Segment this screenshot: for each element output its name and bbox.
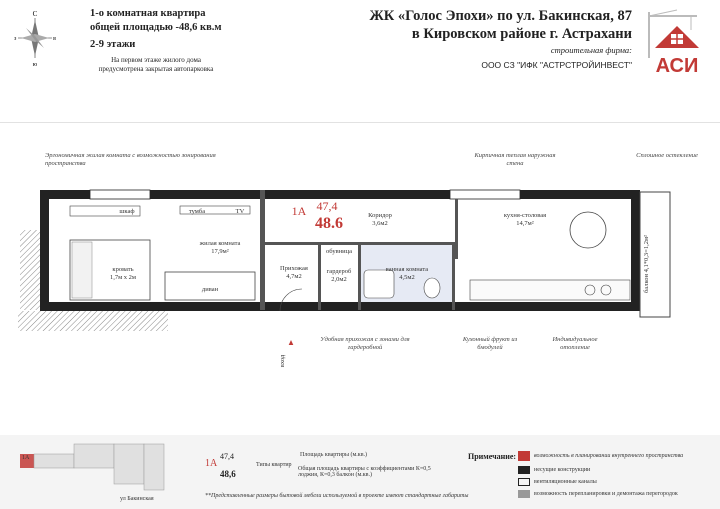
logo-text: АСИ [655, 55, 699, 77]
legend-swatch-vent [518, 478, 530, 486]
left-wall [40, 190, 49, 311]
complex-title: ЖК «Голос Эпохи» по ул. Бакинская, 87 [369, 8, 632, 24]
left-loggia [20, 230, 40, 310]
legend-item-vent: вентиляционные каналы [534, 479, 597, 485]
entry-label: вход [279, 354, 286, 368]
bottom-wall [40, 302, 640, 311]
key-plan [10, 440, 190, 506]
wall-corridor-bottom [265, 242, 455, 245]
compass-north: С [32, 10, 38, 18]
notes-main: возможность в планировании внутреннего пространства [534, 453, 684, 459]
wall-living-corridor [260, 190, 265, 310]
compass-rose-icon [12, 8, 58, 68]
legend-type-label: Типы квартир [256, 462, 292, 468]
apartment-type-line: 1-о комнатная квартира [90, 8, 206, 19]
legend-area-desc: Общая площадь квартиры с коэффициентами К=0,5 лоджия, К=0,3 балкон (м.кв.) [298, 466, 431, 478]
tumba-label: тумба [188, 208, 206, 215]
key-type-code: 1А [22, 455, 30, 461]
hallway-note: Удобная прихожая с зонами для гардеробной [320, 336, 410, 351]
kitchen-table [570, 212, 606, 248]
wall-wardrobe-bath [358, 245, 361, 310]
hallway-label: Прихожая 4,7м2 [280, 265, 308, 280]
legend-area-title: Площадь квартиры (м.кв.) [300, 452, 368, 458]
compass-south: ю [32, 62, 38, 68]
bathroom-label: ванная комната 4,5м2 [385, 266, 429, 281]
kitchen-note: Кухонный фрукт из бмодулей [462, 336, 518, 351]
complex-subtitle: в Кировском районе г. Астрахани [411, 26, 632, 42]
balcony-label: балкон 4,1*0,3=1,2м² [643, 234, 650, 294]
compass-east: в [53, 36, 56, 42]
floor-plan [0, 170, 720, 345]
key-street: ул Бакинская [120, 496, 154, 502]
living-room-label: жилая комната 17,9м² [199, 240, 241, 255]
heating-note: Индивидуальное отопление [552, 336, 598, 351]
legend-item-partition: возможность перепланировки и демонтажа перегородок [534, 491, 678, 497]
bottom-hatch [18, 311, 168, 331]
living-room-note: Эргономичная жилая комната с возможностью зонирования пространства [45, 152, 216, 167]
legend-type-code: 1А [205, 458, 218, 469]
sofa-label: диван [201, 286, 219, 293]
company-logo [637, 8, 713, 78]
legend-area-small: 47,4 [220, 452, 234, 461]
wardrobe-room-label: гардероб 2,0м2 [326, 268, 352, 283]
wall-bath-kitchen [452, 245, 455, 310]
compass-west: з [14, 36, 17, 42]
legend-swatch-walls [518, 466, 530, 474]
shoe-label: обувница [326, 248, 352, 255]
furniture-disclaimer: **Представленные размеры бытовой мебели используемой в проекте имеют стандартные габариты [205, 493, 469, 499]
parking-note: На первом этаже жилого дома предусмотрена закрытая автопарковка [98, 56, 214, 73]
plan-area-big: 48.6 [315, 215, 343, 232]
glazing-note: Сплошное остекление [636, 152, 698, 159]
floors-line: 2-9 этажи [90, 39, 136, 50]
wall-corridor-kitchen [455, 199, 458, 259]
legend-area-big: 48,6 [220, 469, 236, 479]
developer-name: ООО СЗ "ИФК "АСТРСТРОЙИНВЕСТ" [481, 60, 632, 70]
apartment-area-line: общей площадью -48,6 кв.м [90, 22, 222, 33]
plan-area-small: 47,4 [316, 199, 338, 213]
tv-label: TV [235, 208, 245, 215]
developer-label: строительная фирма: [550, 45, 632, 55]
kitchen-label: кухня-столовая 14,7м² [503, 212, 547, 227]
plan-type-code: 1А [291, 204, 307, 218]
wardrobe-furniture-label: шкаф [119, 208, 135, 215]
entry-arrow [285, 340, 297, 345]
notes-title: Примечание: [468, 452, 517, 461]
brick-wall-note: Кирпичная теплая наружная стена [474, 152, 556, 167]
right-wall [631, 190, 640, 311]
bed-label: кровать 1,7м х 2м [109, 266, 137, 281]
header-divider [0, 122, 720, 123]
legend-swatch-partition [518, 490, 530, 498]
corridor-label: Коридор 3,6м2 [368, 212, 392, 227]
legend-item-walls: несущие конструкции [534, 467, 591, 473]
kitchen-counter [470, 280, 630, 300]
notes-swatch [518, 451, 530, 461]
